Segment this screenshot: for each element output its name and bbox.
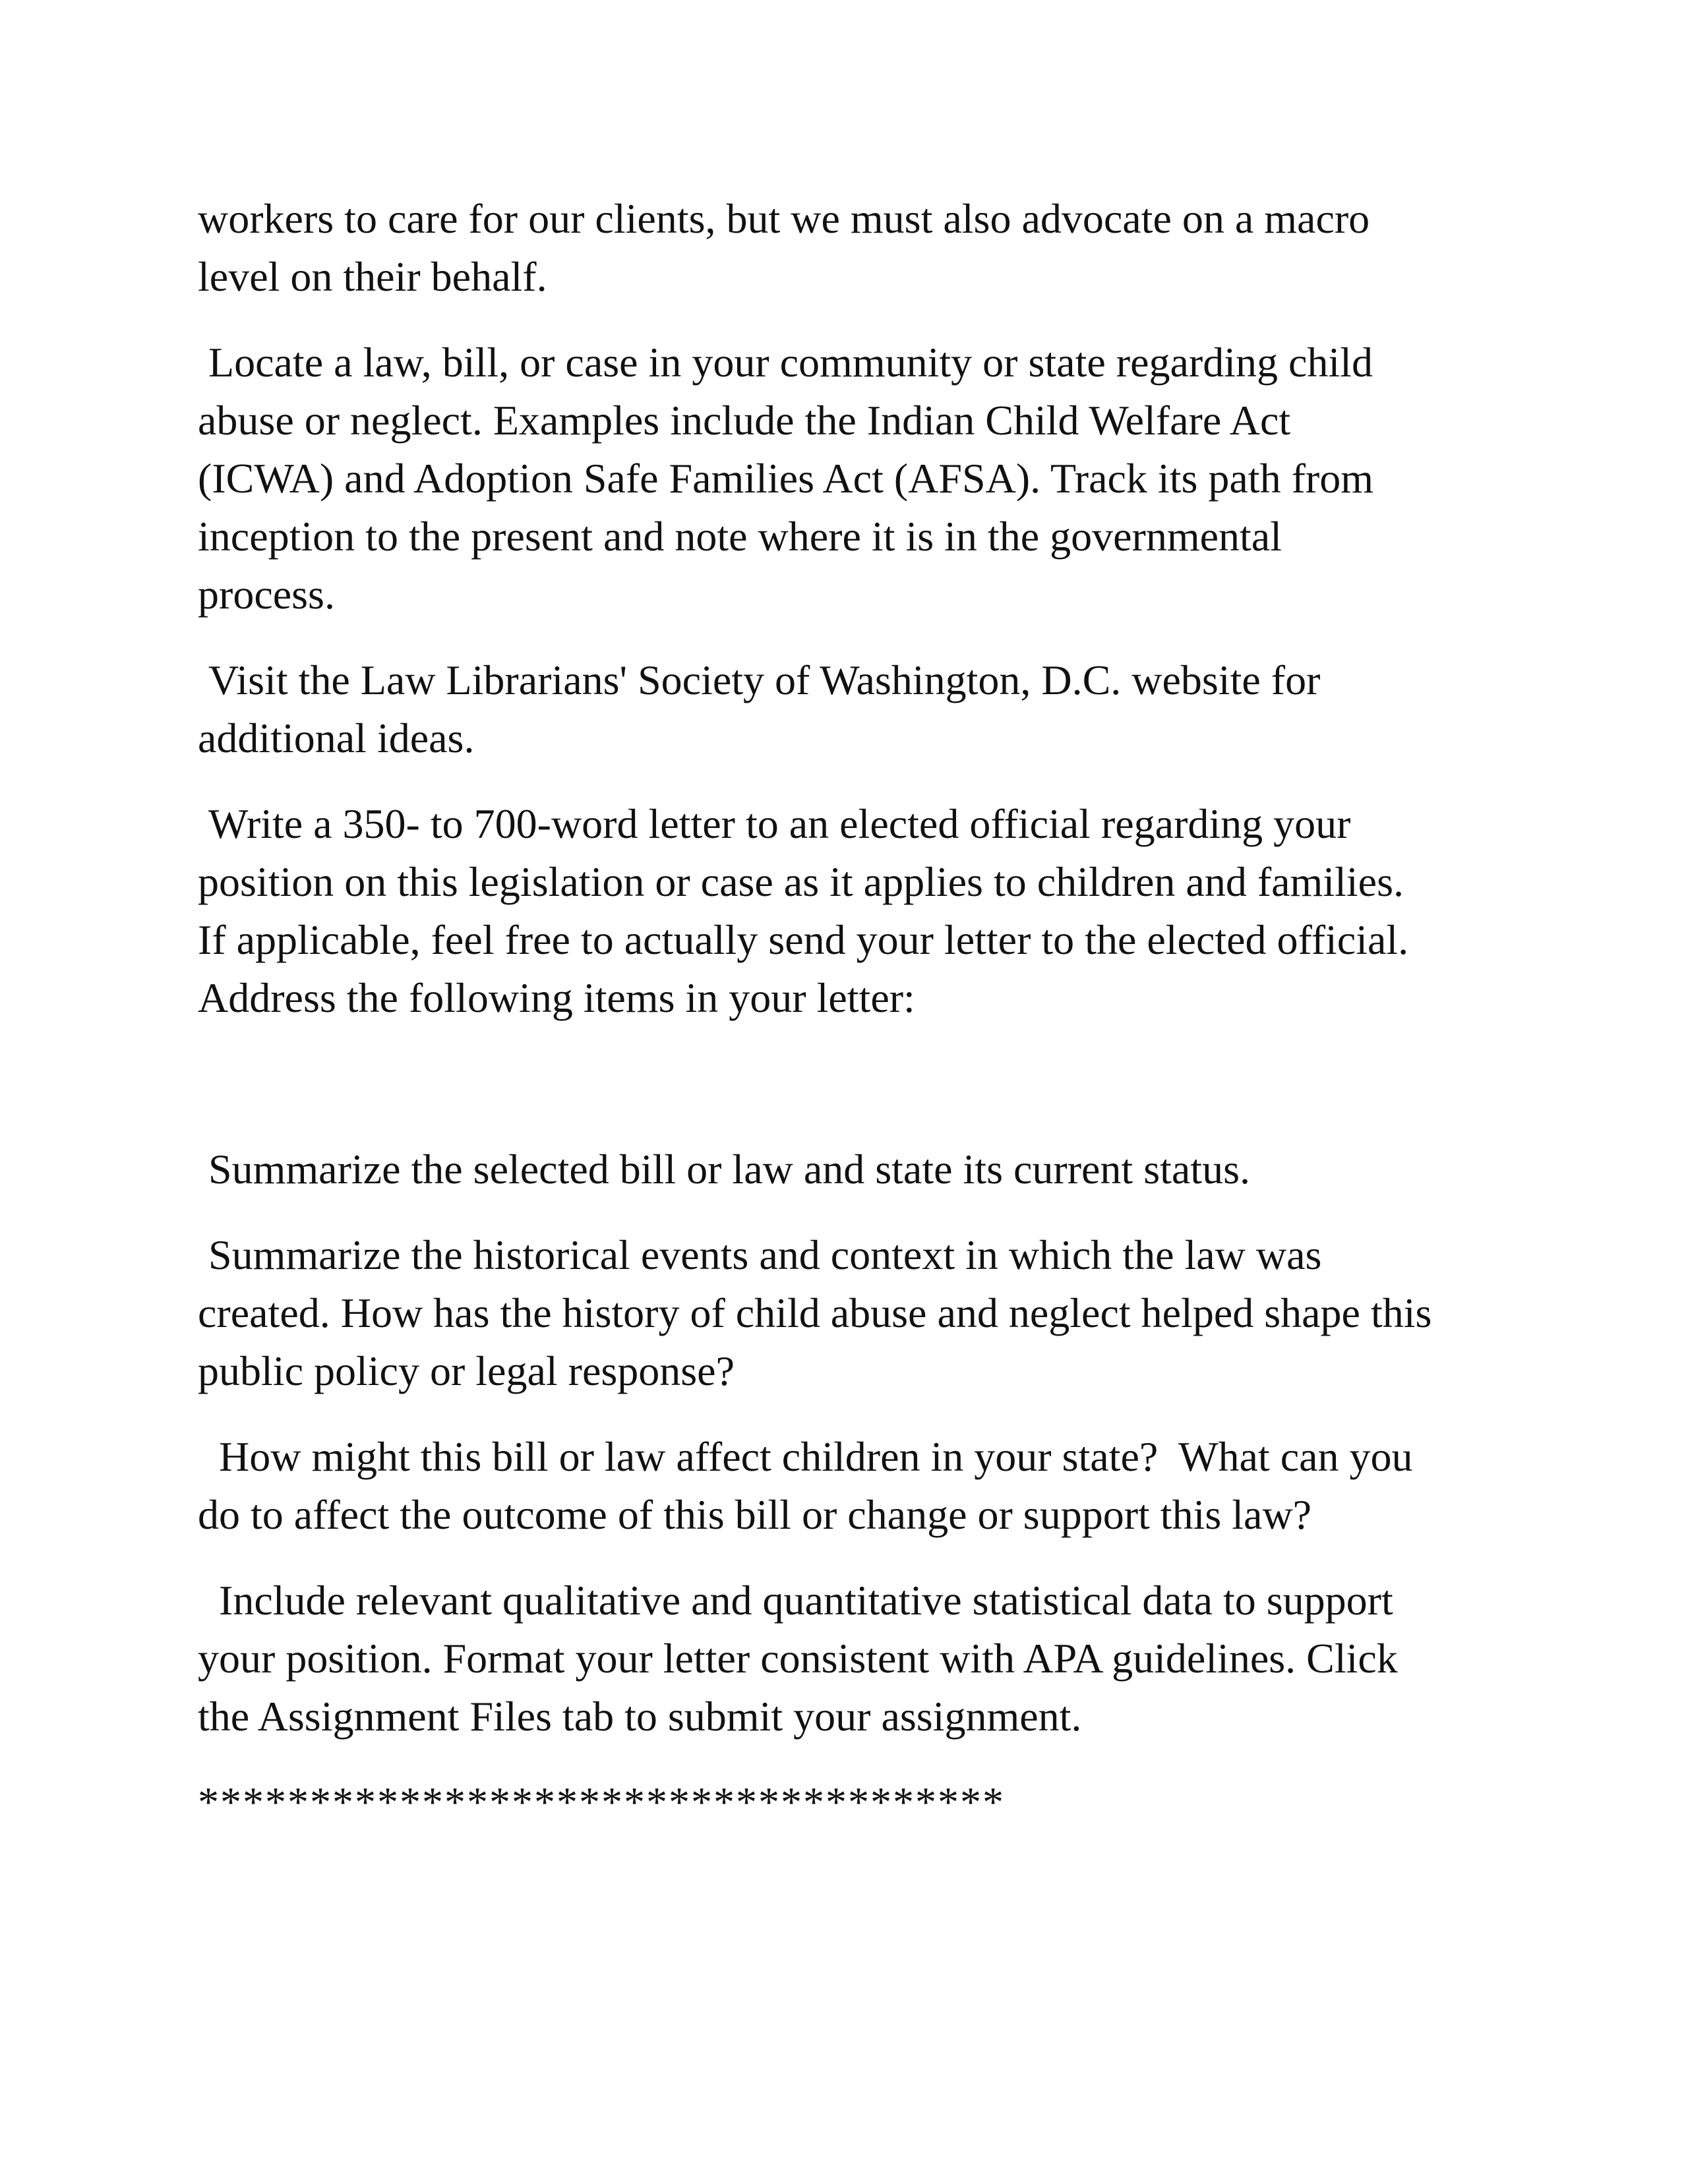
paragraph-summarize-bill: Summarize the selected bill or law and state its current status. <box>198 1146 1250 1193</box>
paragraph-include-data: Include relevant qualitative and quantitative statistical data to support your position. Format your letter consistent with APA guidelines. Click the Assignment Files tab to submit your assignment. <box>198 1577 1398 1740</box>
paragraph-affect-children: How might this bill or law affect children in your state? What can you do to affect the outcome of this bill or change or support this law? <box>198 1433 1413 1538</box>
paragraph-historical-context: Summarize the historical events and context in which the law was created. How has the history of child abuse and neglect helped shape this public policy or legal response? <box>198 1231 1432 1394</box>
paragraph-write-letter: Write a 350- to 700-word letter to an elected official regarding your position on this legislation or case as it applies to children and families. If applicable, feel free to actually send your letter to the elected official. Address the following items in your letter: <box>198 800 1409 1021</box>
paragraph-visit-website: Visit the Law Librarians' Society of Washington, D.C. website for additional ideas. <box>198 657 1321 761</box>
asterisk-separator: ************************************ <box>198 1779 1005 1825</box>
document-body <box>198 190 1543 1831</box>
paragraph-locate-law: Locate a law, bill, or case in your community or state regarding child abuse or neglect. Examples include the Indian Child Welfare Act (ICWA) and Adoption Safe Families Act (AFSA). Track its path from inception to the present and note where it is in the governmental process. <box>198 339 1373 618</box>
blank-space <box>198 1055 1543 1140</box>
paragraph-intro-continuation: workers to care for our clients, but we must also advocate on a macro level on their behalf. <box>198 195 1370 300</box>
